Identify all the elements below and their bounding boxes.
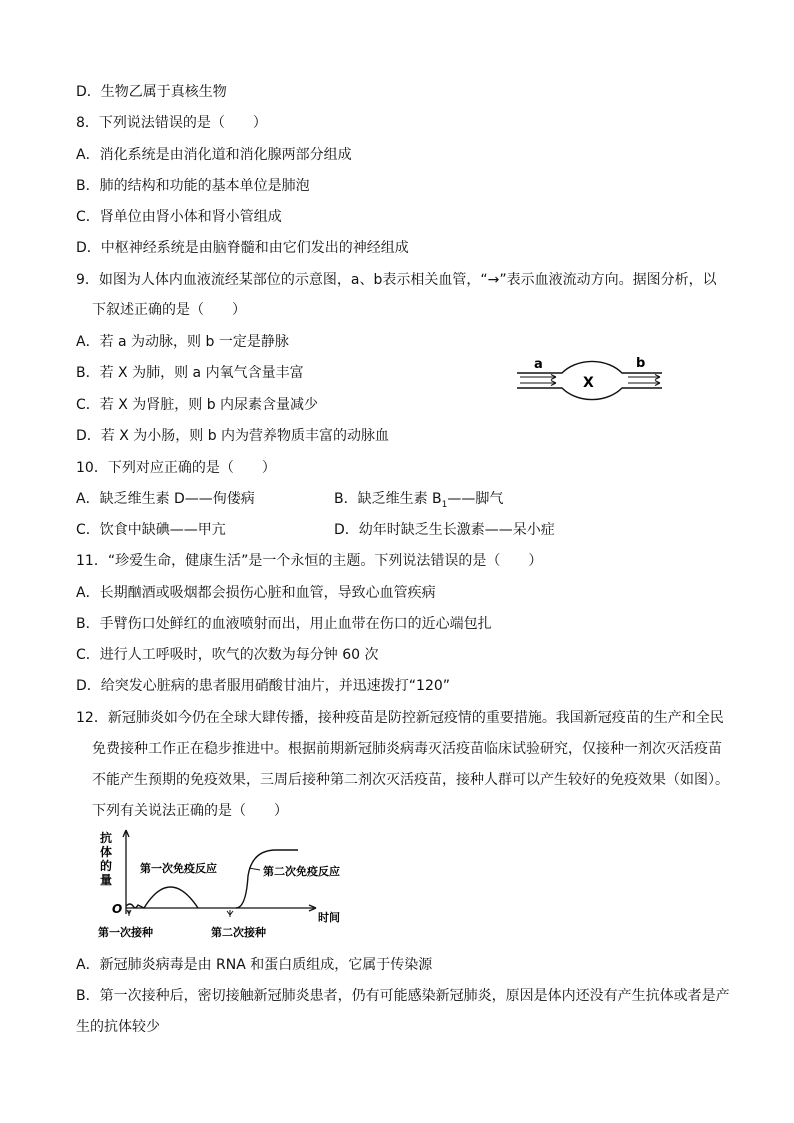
q10-option-b xyxy=(334,490,503,508)
first-response-curve xyxy=(126,887,198,908)
q11-option-d: D．给突发心脏病的患者服用硝酸甘油片，并迅速拨打“120” xyxy=(76,678,451,694)
q11-stem: 11．“珍爱生命，健康生活”是一个永恒的主题。下列说法错误的是（ ） xyxy=(76,553,543,569)
first-dose-marker xyxy=(127,910,131,916)
second-dose-label: 第二次接种 xyxy=(211,926,266,939)
q12-stem-line4: 下列有关说法正确的是（ ） xyxy=(92,803,288,819)
q7-option-d: D．生物乙属于真核生物 xyxy=(76,84,227,100)
q10-option-d: D．幼年时缺乏生长激素——呆小症 xyxy=(334,522,555,538)
first-response-label: 第一次免疫反应 xyxy=(140,862,217,875)
vessel-label-b: b xyxy=(636,356,646,371)
q12-option-b-line2: 生的抗体较少 xyxy=(76,1019,160,1035)
q8-option-a: A．消化系统是由消化道和消化腺两部分组成 xyxy=(76,147,352,163)
blood-flow-diagram xyxy=(512,348,668,412)
second-dose-marker xyxy=(227,910,233,917)
q12-option-b-line1: B．第一次接种后，密切接触新冠肺炎患者，仍有可能感染新冠肺炎，原因是体内还没有产生抗体或者是产 xyxy=(76,988,730,1004)
x-axis-label: 时间 xyxy=(318,911,340,924)
first-dose-label: 第一次接种 xyxy=(98,926,153,939)
q10-stem: 10．下列对应正确的是（ ） xyxy=(76,460,276,476)
ylabel-char-1: 抗 xyxy=(100,831,113,845)
vessel-label-a: a xyxy=(534,357,543,372)
antibody-response-chart xyxy=(96,826,362,946)
q12-stem-line1: 12．新冠肺炎如今仍在全球大肆传播，接种疫苗是防控新冠疫情的重要措施。我国新冠疫苗的生产和全民 xyxy=(76,710,724,726)
inflow-arrows xyxy=(520,375,556,386)
q9-option-d: D．若 X 为小肠，则 b 内为营养物质丰富的动脉血 xyxy=(76,428,390,444)
q10-option-b-subscript: 1 xyxy=(441,499,448,510)
q8-option-c: C．肾单位由肾小体和肾小管组成 xyxy=(76,209,282,225)
q9-stem-line2: 下叙述正确的是（ ） xyxy=(92,302,246,318)
q9-option-c: C．若 X 为肾脏，则 b 内尿素含量减少 xyxy=(76,397,319,413)
q11-option-b: B．手臂伤口处鲜红的血液喷射而出，用止血带在伤口的近心端包扎 xyxy=(76,616,492,632)
second-response-label: 第二次免疫反应 xyxy=(263,865,340,878)
q12-stem-line3: 不能产生预期的免疫效果，三周后接种第二剂次灭活疫苗，接种人群可以产生较好的免疫效果（如图）。 xyxy=(92,772,729,788)
ylabel-char-3: 的 xyxy=(100,859,113,873)
q8-stem: 8．下列说法错误的是（ ） xyxy=(76,115,267,131)
q10-option-a: A．缺乏维生素 D——佝偻病 xyxy=(76,491,255,507)
outflow-arrows xyxy=(628,375,660,386)
q10-option-b-disease: ——脚气 xyxy=(447,491,504,507)
q12-stem-line2: 免费接种工作正在稳步推进中。根据前期新冠肺炎病毒灭活疫苗临床试验研究，仅接种一剂次灭活疫苗 xyxy=(92,741,722,757)
q12-option-a: A．新冠肺炎病毒是由 RNA 和蛋白质组成，它属于传染源 xyxy=(76,957,433,973)
q11-option-c: C．进行人工呼吸时，吹气的次数为每分钟 60 次 xyxy=(76,647,379,663)
organ-label-x: X xyxy=(583,375,594,391)
q9-option-a: A．若 a 为动脉，则 b 一定是静脉 xyxy=(76,334,289,350)
second-response-pointer xyxy=(249,868,260,870)
origin-label: O xyxy=(112,902,123,916)
q8-option-b: B．肺的结构和功能的基本单位是肺泡 xyxy=(76,178,310,194)
ylabel-char-4: 量 xyxy=(100,873,113,887)
q11-option-a: A．长期酗酒或吸烟都会损伤心脏和血管，导致心血管疾病 xyxy=(76,585,436,601)
q9-stem-line1: 9．如图为人体内血液流经某部位的示意图，a、b表示相关血管，“→”表示血液流动方向。据图分析，以 xyxy=(76,272,717,288)
q10-option-c: C．饮食中缺碘——甲亢 xyxy=(76,522,226,538)
second-response-curve xyxy=(236,850,298,908)
q10-option-b-text: B．缺乏维生素 B xyxy=(334,491,442,507)
q9-option-b: B．若 X 为肺，则 a 内氧气含量丰富 xyxy=(76,365,304,381)
ylabel-char-2: 体 xyxy=(100,845,113,859)
q8-option-d: D．中枢神经系统是由脑脊髓和由它们发出的神经组成 xyxy=(76,240,409,256)
